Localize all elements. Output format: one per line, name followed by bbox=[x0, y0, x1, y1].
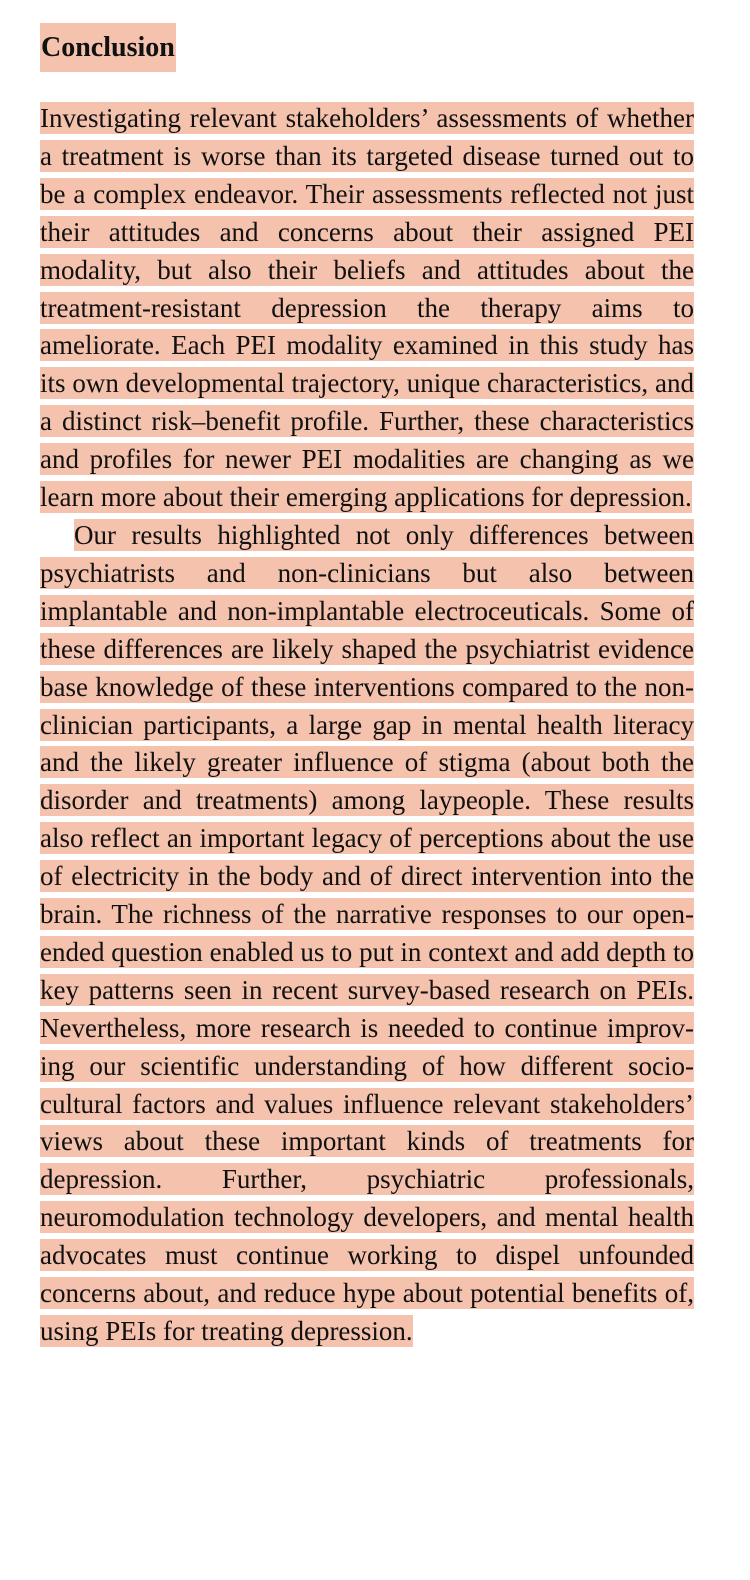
paragraph-text: Our results highlighted not only differences between psychiatrists and non-clinicians but also between implantable and non-implantable electroceuticals. Some of these differences are likely shaped the psychiatrist evidence base knowledge of these interventions compared to the non-clinician participants, a large gap in mental health literacy and the likely greater influence of stigma (about both the disorder and treatments) among laypeople. These results also reflect an important legacy of perceptions about the use of electricity in the body and of direct intervention into the brain. The richness of the narrative responses to our open-ended question enabled us to put in context and add depth to key patterns seen in recent survey-based research on PEIs. Nevertheless, more research is needed to continue improving our scientific understanding of how different socio-cultural factors and values influence relevant stakeholders’ views about these important kinds of treatments for depression. Further, psychiatric professionals, neuromodulation technology developers, and mental health advocates must continue working to dispel unfounded concerns about, and reduce hype about potential benefits of, using PEIs for treating depression. bbox=[40, 519, 694, 1346]
section-heading: Conclusion bbox=[40, 23, 176, 72]
paragraph-text: Investigating relevant stakeholders’ assessments of whether a treatment is worse than its targeted disease turned out to be a complex endeavor. Their assessments reflected not just their attitudes and concerns about their assigned PEI modality, but also their beliefs and attitudes about the treatment-resistant depression the therapy aims to ameliorate. Each PEI modality examined in this study has its own developmental trajectory, unique characteristics, and a distinct risk–benefit profile. Further, these characteristics and profiles for newer PEI modalities are changing as we learn more about their emerging applications for depression. bbox=[40, 103, 694, 513]
section-heading-block bbox=[40, 23, 176, 72]
section-body bbox=[40, 100, 694, 1351]
paragraph bbox=[40, 100, 694, 517]
paragraph bbox=[40, 517, 694, 1351]
